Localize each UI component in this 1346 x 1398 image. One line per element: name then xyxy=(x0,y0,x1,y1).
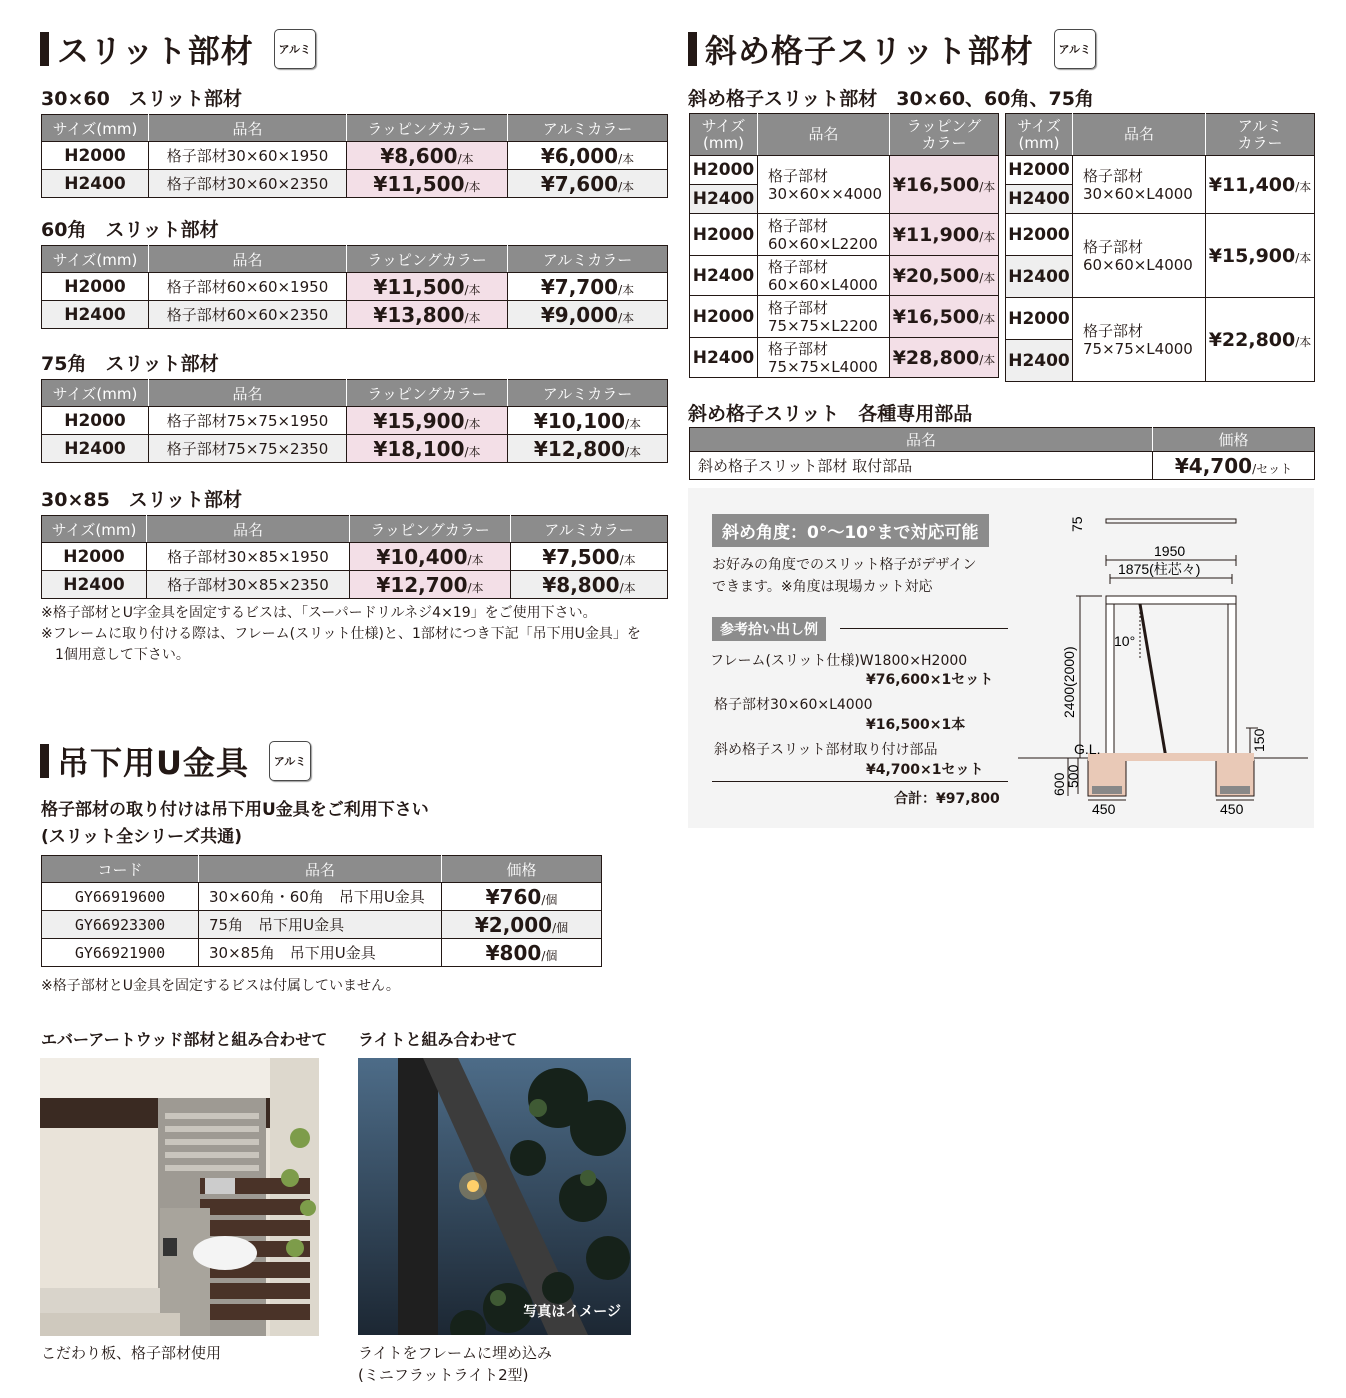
alumi-price-cell xyxy=(508,273,668,301)
price-unit: /本 xyxy=(1295,179,1312,194)
table-row xyxy=(42,911,602,939)
alumi-price: ¥9,000 xyxy=(540,302,619,327)
alumi-badge: アルミ xyxy=(274,29,316,69)
price-cell xyxy=(890,156,999,214)
col-header: サイズ(mm) xyxy=(42,380,149,407)
name-cell: 格子部材60×60×2350 xyxy=(149,301,347,329)
price-unit: /本 xyxy=(618,310,635,325)
col-header-name xyxy=(758,114,890,156)
table-row xyxy=(690,214,999,256)
header-text: アルミ カラー xyxy=(1237,116,1283,152)
wrap-price: ¥15,900 xyxy=(373,408,465,433)
name-cell: 格子部材75×75×1950 xyxy=(149,407,347,435)
section-title: 吊下用U金具 xyxy=(57,744,249,782)
price-unit: /本 xyxy=(1295,250,1312,265)
col-header: サイズ(mm) xyxy=(42,246,149,273)
alumi-badge: アルミ xyxy=(269,741,311,781)
price-unit: /本 xyxy=(979,352,996,367)
table-row xyxy=(42,170,668,198)
price-unit: /本 xyxy=(625,416,642,431)
table-row xyxy=(690,256,999,296)
wrap-price-cell xyxy=(347,407,508,435)
wrap-price-cell xyxy=(347,301,508,329)
divider xyxy=(840,628,1008,629)
size-cell: H2000 xyxy=(690,214,758,256)
price-unit: /個 xyxy=(541,892,558,907)
alumi-badge: アルミ xyxy=(1054,29,1096,69)
slit-price-table xyxy=(41,379,668,463)
dim-75: 75 xyxy=(1069,516,1085,532)
col-header: 品名 xyxy=(690,428,1153,452)
info-box xyxy=(688,488,1314,828)
photo-left-caption: こだわり板、格子部材使用 xyxy=(41,1344,222,1362)
table-heading: 30×85 スリット部材 xyxy=(41,489,243,511)
price-cell xyxy=(442,883,602,911)
dim-gl: G.L. xyxy=(1074,741,1101,757)
name-cell xyxy=(758,256,890,296)
col-header-size xyxy=(690,114,758,156)
diag-alumi-table xyxy=(1005,113,1315,382)
size-cell: H2000 xyxy=(42,543,147,571)
wrap-price: ¥12,700 xyxy=(376,572,468,597)
dim-150: 150 xyxy=(1251,728,1267,752)
price: ¥22,800 xyxy=(1208,328,1296,351)
price: ¥16,500 xyxy=(892,305,980,328)
col-header: ラッピングカラー xyxy=(347,380,508,407)
name-line: 75×75×L4000 xyxy=(1083,339,1193,358)
size-cell: H2400 xyxy=(690,256,758,296)
header-text: ラッピング カラー xyxy=(906,116,982,152)
diag-section-heading xyxy=(688,28,1096,70)
price-unit: /本 xyxy=(979,270,996,285)
table-row xyxy=(1006,156,1315,185)
table-row xyxy=(690,296,999,338)
table-heading: 60角 スリット部材 xyxy=(41,219,219,241)
price: ¥760 xyxy=(485,884,542,909)
wrap-price-cell xyxy=(347,142,508,170)
price-cell xyxy=(442,911,602,939)
name-cell xyxy=(758,214,890,256)
price: ¥2,000 xyxy=(474,912,553,937)
ubracket-note: ※格子部材とU金具を固定するビスは付属していません。 xyxy=(41,978,400,994)
photo-right-caption-2: (ミニフラットライト2型) xyxy=(358,1366,529,1384)
size-cell: H2000 xyxy=(1006,214,1073,256)
name-cell xyxy=(758,156,890,214)
price-unit: /本 xyxy=(467,580,484,595)
size-cell: H2400 xyxy=(42,435,149,463)
photo-light-illustration xyxy=(358,1058,631,1335)
photo-everartwood-illustration xyxy=(40,1058,319,1336)
angle-text-line: できます。※角度は現場カット対応 xyxy=(712,579,933,595)
price-cell xyxy=(442,939,602,967)
col-header: 価格 xyxy=(442,856,602,883)
size-cell: H2400 xyxy=(42,571,147,599)
price-cell xyxy=(1206,298,1315,382)
size-cell: H2400 xyxy=(1006,256,1073,298)
name-cell: 格子部材75×75×2350 xyxy=(149,435,347,463)
col-header: アルミカラー xyxy=(508,246,668,273)
wrap-price: ¥11,500 xyxy=(373,171,465,196)
header-text: 品名 xyxy=(808,125,839,143)
price-unit: /本 xyxy=(618,282,635,297)
col-header: アルミカラー xyxy=(508,115,668,142)
wrap-price-cell xyxy=(350,543,511,571)
name-cell: 格子部材30×60×2350 xyxy=(149,170,347,198)
slit-price-table xyxy=(41,114,668,198)
price-cell xyxy=(890,256,999,296)
price: ¥11,900 xyxy=(892,223,980,246)
ref-value: ¥76,600×1セット xyxy=(866,672,994,688)
col-header-name xyxy=(1073,114,1206,156)
name-line: 格子部材 xyxy=(1083,237,1144,256)
col-header: ラッピングカラー xyxy=(350,516,511,543)
table-row xyxy=(42,435,668,463)
price-unit: /本 xyxy=(619,580,636,595)
name-cell: 格子部材30×60×1950 xyxy=(149,142,347,170)
size-cell: H2000 xyxy=(42,142,149,170)
slit-notes xyxy=(41,603,641,666)
size-cell: H2400 xyxy=(1006,185,1073,214)
name-line: 格子部材 xyxy=(1083,321,1144,340)
ref-label: フレーム(スリット仕様)W1800×H2000 xyxy=(710,653,968,669)
col-header-alumi xyxy=(1206,114,1315,156)
name-line: 30×60×L4000 xyxy=(1083,184,1193,203)
price-unit: /本 xyxy=(464,416,481,431)
alumi-price: ¥7,500 xyxy=(542,544,620,569)
table-row xyxy=(690,452,1315,480)
col-header: コード xyxy=(42,856,199,883)
angle-text xyxy=(712,554,976,598)
name-line: 60×60×L4000 xyxy=(768,275,878,294)
wrap-price: ¥18,100 xyxy=(373,436,465,461)
ubracket-section-heading xyxy=(40,740,311,782)
table-heading: 30×60 スリット部材 xyxy=(41,88,243,110)
angle-badge: 斜め角度：0°〜10°まで対応可能 xyxy=(712,514,989,547)
size-cell: H2400 xyxy=(1006,340,1073,382)
name-cell: 格子部材60×60×1950 xyxy=(149,273,347,301)
price-unit: /本 xyxy=(464,310,481,325)
ref-label: 斜め格子スリット部材取り付け部品 xyxy=(714,742,938,758)
header-text: サイズ (mm) xyxy=(701,116,746,152)
dim-500: 500 xyxy=(1065,764,1081,788)
photo-right-title: ライトと組み合わせて xyxy=(358,1030,518,1049)
table-row xyxy=(1006,214,1315,256)
size-cell: H2400 xyxy=(690,338,758,378)
name-cell: 75角 吊下用U金具 xyxy=(199,911,442,939)
alumi-price: ¥6,000 xyxy=(540,143,619,168)
size-cell: H2400 xyxy=(42,301,149,329)
alumi-price: ¥7,700 xyxy=(540,274,619,299)
table-heading: 75角 スリット部材 xyxy=(41,353,219,375)
alumi-price-cell xyxy=(508,435,668,463)
col-header: サイズ(mm) xyxy=(42,516,147,543)
diag-wrap-table xyxy=(689,113,999,378)
price-unit: /本 xyxy=(625,444,642,459)
note-line: ※フレームに取り付ける際は、フレーム(スリット仕様)と、1部材につき下記「吊下用U金具」を xyxy=(41,626,641,642)
price-unit: /本 xyxy=(464,179,481,194)
slit-price-table xyxy=(41,245,668,329)
wrap-price: ¥8,600 xyxy=(380,143,458,168)
name-cell xyxy=(1073,214,1206,298)
col-header-size xyxy=(1006,114,1073,156)
name-line: 格子部材 xyxy=(768,257,829,276)
col-header: 品名 xyxy=(147,516,350,543)
name-line: 格子部材 xyxy=(768,298,829,317)
wrap-price: ¥13,800 xyxy=(373,302,465,327)
alumi-price-cell xyxy=(511,543,668,571)
alumi-price-cell xyxy=(508,170,668,198)
col-header-wrap xyxy=(890,114,999,156)
price-unit: /本 xyxy=(464,444,481,459)
price: ¥15,900 xyxy=(1208,244,1296,267)
alumi-price-cell xyxy=(508,142,668,170)
note-line: 1個用意して下さい。 xyxy=(41,647,190,663)
wrap-price-cell xyxy=(350,571,511,599)
name-line: 30×60××4000 xyxy=(768,184,883,203)
col-header: アルミカラー xyxy=(511,516,668,543)
heading-bar xyxy=(40,32,49,66)
photo-right-caption-1: ライトをフレームに埋め込み xyxy=(358,1344,552,1362)
header-text: サイズ (mm) xyxy=(1017,116,1061,152)
alumi-price-cell xyxy=(508,301,668,329)
diag-heading: 斜め格子スリット部材 30×60、60角、75角 xyxy=(688,88,1094,110)
alumi-price-cell xyxy=(511,571,668,599)
price: ¥20,500 xyxy=(892,264,980,287)
size-cell: H2400 xyxy=(42,170,149,198)
price: ¥16,500 xyxy=(892,173,980,196)
name-line: 75×75×L2200 xyxy=(768,316,878,335)
dim-angle: 10° xyxy=(1114,633,1136,649)
price-unit: /本 xyxy=(619,552,636,567)
table-row xyxy=(42,273,668,301)
table-row xyxy=(1006,298,1315,340)
code-cell: GY66923300 xyxy=(42,911,199,939)
note-line: ※格子部材とU字金具を固定するビスは、「スーパードリルネジ4×19」をご使用下さい。 xyxy=(41,605,597,621)
name-cell xyxy=(758,338,890,378)
price-unit: /本 xyxy=(618,151,635,166)
ubracket-lead: 格子部材の取り付けは吊下用U金具をご利用下さい xyxy=(41,800,429,820)
photo-left-title: エバーアートウッド部材と組み合わせて xyxy=(41,1030,328,1049)
table-row xyxy=(42,301,668,329)
alumi-price: ¥10,100 xyxy=(533,408,626,433)
name-cell: 30×60角・60角 吊下用U金具 xyxy=(199,883,442,911)
ubracket-lead-sub: (スリット全シリーズ共通) xyxy=(41,827,243,847)
col-header: 品名 xyxy=(199,856,442,883)
heading-bar xyxy=(40,744,49,778)
part-price-cell xyxy=(1153,452,1315,480)
col-header: サイズ(mm) xyxy=(42,115,149,142)
part-name: 斜め格子スリット部材 取付部品 xyxy=(690,452,1153,480)
price-unit: /本 xyxy=(618,179,635,194)
image-note: 写真はイメージ xyxy=(523,1304,621,1320)
dim-450-left: 450 xyxy=(1092,801,1116,817)
price-unit: /本 xyxy=(464,282,481,297)
price-unit: /本 xyxy=(979,311,996,326)
price-unit: /個 xyxy=(552,920,569,935)
dim-450-right: 450 xyxy=(1220,801,1244,817)
name-line: 格子部材 xyxy=(768,339,829,358)
slit-section-heading xyxy=(40,28,316,70)
wrap-price: ¥10,400 xyxy=(376,544,468,569)
alumi-price: ¥7,600 xyxy=(540,171,619,196)
name-cell xyxy=(758,296,890,338)
photo-light xyxy=(358,1058,631,1335)
name-line: 格子部材 xyxy=(768,166,829,185)
part-price: ¥4,700 xyxy=(1174,453,1253,478)
price-unit: /セット xyxy=(1252,461,1293,476)
price-unit: /本 xyxy=(457,151,474,166)
price-cell xyxy=(890,338,999,378)
wrap-price-cell xyxy=(347,170,508,198)
wrap-price-cell xyxy=(347,435,508,463)
table-row xyxy=(42,543,668,571)
slit-price-table xyxy=(41,515,668,599)
dim-600: 600 xyxy=(1051,772,1067,796)
name-cell xyxy=(1073,156,1206,214)
dim-1950: 1950 xyxy=(1154,543,1186,559)
name-cell: 格子部材30×85×1950 xyxy=(147,543,350,571)
name-line: 60×60×L2200 xyxy=(768,234,878,253)
alumi-price-cell xyxy=(508,407,668,435)
col-header: 価格 xyxy=(1153,428,1315,452)
name-cell: 格子部材30×85×2350 xyxy=(147,571,350,599)
parts-table xyxy=(689,427,1315,480)
header-text: 品名 xyxy=(1123,125,1154,143)
size-cell: H2000 xyxy=(42,273,149,301)
ref-label: 格子部材30×60×L4000 xyxy=(714,697,873,713)
reference-badge: 参考拾い出し例 xyxy=(712,617,826,641)
dim-1875: 1875(柱芯々) xyxy=(1118,561,1201,577)
price-cell xyxy=(1206,214,1315,298)
col-header: ラッピングカラー xyxy=(347,115,508,142)
col-header: 品名 xyxy=(149,380,347,407)
size-cell: H2400 xyxy=(690,185,758,214)
name-line: 格子部材 xyxy=(1083,166,1144,185)
heading-bar xyxy=(688,32,697,66)
section-title: 斜め格子スリット部材 xyxy=(705,32,1034,70)
size-cell: H2000 xyxy=(1006,298,1073,340)
angle-text-line: お好みの角度でのスリット格子がデザイン xyxy=(712,557,977,573)
alumi-price: ¥8,800 xyxy=(542,572,620,597)
total: 合計：¥97,800 xyxy=(894,791,1000,807)
frame-diagram xyxy=(1018,498,1308,818)
wrap-price: ¥11,500 xyxy=(373,274,465,299)
name-cell: 30×85角 吊下用U金具 xyxy=(199,939,442,967)
col-header: アルミカラー xyxy=(508,380,668,407)
parts-heading: 斜め格子スリット 各種専用部品 xyxy=(688,403,973,425)
table-row xyxy=(42,571,668,599)
price-cell xyxy=(1206,156,1315,214)
price: ¥11,400 xyxy=(1208,173,1296,196)
table-row xyxy=(690,338,999,378)
size-cell: H2000 xyxy=(690,156,758,185)
alumi-price: ¥12,800 xyxy=(533,436,626,461)
price-unit: /個 xyxy=(541,948,558,963)
divider xyxy=(712,781,1008,782)
col-header: ラッピングカラー xyxy=(347,246,508,273)
photo-everartwood xyxy=(40,1058,319,1336)
price-unit: /本 xyxy=(1295,334,1312,349)
table-row xyxy=(42,883,602,911)
col-header: 品名 xyxy=(149,246,347,273)
price-cell xyxy=(890,214,999,256)
section-title: スリット部材 xyxy=(57,32,254,70)
name-line: 格子部材 xyxy=(768,216,829,235)
table-row xyxy=(42,939,602,967)
ref-value: ¥4,700×1セット xyxy=(866,762,984,778)
size-cell: H2000 xyxy=(42,407,149,435)
table-row xyxy=(42,142,668,170)
name-line: 75×75×L4000 xyxy=(768,357,878,376)
code-cell: GY66919600 xyxy=(42,883,199,911)
price-unit: /本 xyxy=(979,179,996,194)
code-cell: GY66921900 xyxy=(42,939,199,967)
name-line: 60×60×L4000 xyxy=(1083,255,1193,274)
table-row xyxy=(690,156,999,185)
dim-2400: 2400(2000) xyxy=(1061,646,1077,718)
ref-value: ¥16,500×1本 xyxy=(866,717,966,733)
price: ¥28,800 xyxy=(892,346,980,369)
name-cell xyxy=(1073,298,1206,382)
col-header: 品名 xyxy=(149,115,347,142)
price-cell xyxy=(890,296,999,338)
price: ¥800 xyxy=(485,940,542,965)
size-cell: H2000 xyxy=(690,296,758,338)
wrap-price-cell xyxy=(347,273,508,301)
table-row xyxy=(42,407,668,435)
size-cell: H2000 xyxy=(1006,156,1073,185)
price-unit: /本 xyxy=(467,552,484,567)
price-unit: /本 xyxy=(979,229,996,244)
ubracket-table xyxy=(41,855,602,967)
